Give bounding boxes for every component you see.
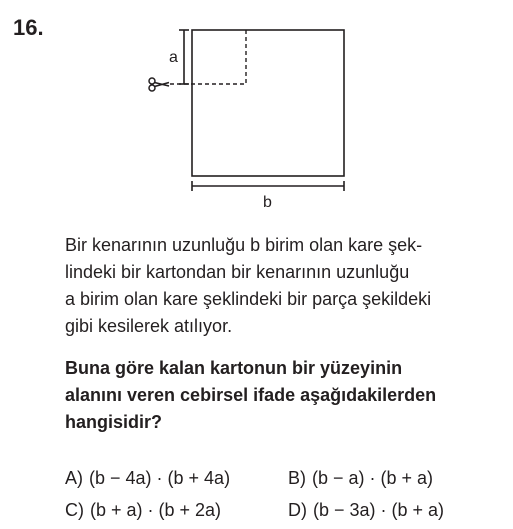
option-d[interactable] [288,497,444,523]
option-text: (b − a) · (b + a) [312,468,434,488]
option-text: (b + a) · (b + 2a) [90,500,222,520]
question-stem [65,232,505,340]
dimension-b [192,181,344,211]
prompt-line: hangisidir? [65,412,163,432]
option-a[interactable] [65,465,230,491]
question-prompt [65,355,505,436]
question-number: 16. [13,15,44,40]
cut-square-dashed [192,30,246,84]
option-letter: B) [288,468,306,488]
label-a: a [169,49,178,66]
option-letter: A) [65,468,83,488]
scissors-icon [149,78,169,91]
square-cut-figure [0,0,513,220]
dimension-a [169,30,189,84]
prompt-line: alanını veren cebirsel ifade aşağıdakilerden [65,385,437,405]
stem-line: a birim olan kare şeklindeki bir parça şekildeki [65,289,432,309]
option-c[interactable] [65,497,221,523]
option-text: (b − 3a) · (b + a) [313,500,445,520]
option-letter: D) [288,500,307,520]
stem-line: Bir kenarının uzunluğu b birim olan kare şek- [65,235,423,255]
prompt-line: Buna göre kalan kartonun bir yüzeyinin [65,358,403,378]
large-square [192,30,344,176]
option-letter: C) [65,500,84,520]
label-b: b [263,194,272,211]
option-text: (b − 4a) · (b + 4a) [89,468,231,488]
option-b[interactable] [288,465,433,491]
stem-line: gibi kesilerek atılıyor. [65,316,233,336]
stem-line: lindeki bir kartondan bir kenarının uzunluğu [65,262,410,282]
